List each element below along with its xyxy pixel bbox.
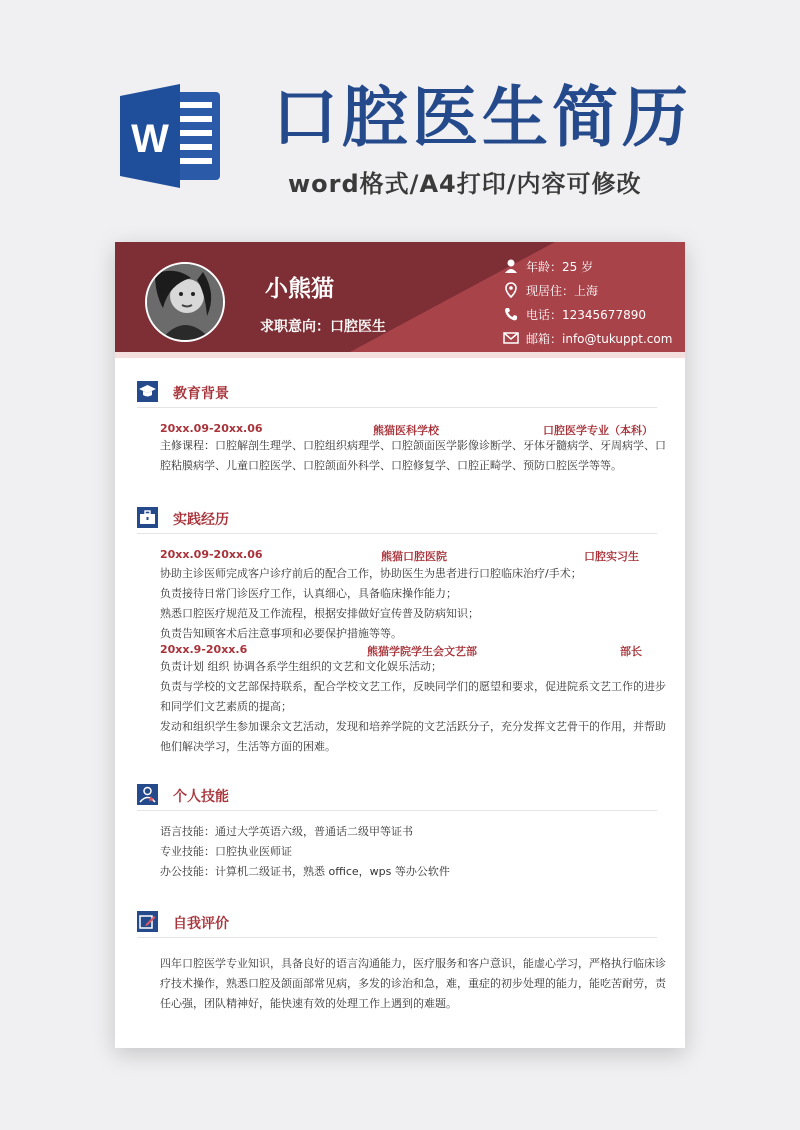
section-skills — [137, 782, 657, 811]
section-education — [137, 379, 657, 408]
info-age: 年龄：25 岁 — [503, 256, 683, 276]
section-title: 教育背景 — [173, 386, 229, 402]
text-line: 熟悉口腔医疗规范及工作流程，根据安排做好宣传普及防病知识； — [160, 607, 479, 620]
phone-icon — [503, 306, 519, 322]
text-line: 发动和组织学生参加课余文艺活动，发现和培养学院的文艺活跃分子，充分发挥文艺骨干的作用，并帮助 — [160, 720, 666, 733]
user-star-icon — [137, 784, 158, 805]
text-line: 负责告知顾客术后注意事项和必要保护措施等等。 — [160, 627, 402, 640]
text-line: 任心强，团队精神好，能快速有效的处理工作上遇到的难题。 — [160, 997, 457, 1010]
text-line: 主修课程：口腔解剖生理学、口腔组织病理学、口腔颌面医学影像诊断学、牙体牙髓病学、牙周病学、口 — [160, 439, 666, 452]
practice-date: 20xx.09-20xx.06 — [160, 548, 263, 561]
text-line: 负责与学校的文艺部保持联系，配合学校文艺工作，反映同学们的愿望和要求，促进院系文艺工作的进步 — [160, 680, 666, 693]
text-line: 负责计划 组织 协调各系学生组织的文艺和文化娱乐活动； — [160, 660, 442, 673]
text-line: 语言技能：通过大学英语六级，普通话二级甲等证书 — [160, 825, 413, 838]
job-intent: 求职意向：口腔医生 — [260, 319, 386, 335]
resume-card — [115, 242, 685, 1048]
text-line: 负责接待日常门诊医疗工作，认真细心，具备临床操作能力； — [160, 587, 457, 600]
page-subtitle: word格式/A4打印/内容可修改 — [288, 170, 642, 198]
svg-text:W: W — [131, 117, 169, 161]
section-practice — [137, 505, 657, 534]
text-line: 疗技术操作，熟悉口腔及颌面部常见病，多发的诊治和急，难，重症的初步处理的能力，能吃苦耐劳，责 — [160, 977, 666, 990]
practice-date: 20xx.9-20xx.6 — [160, 643, 248, 656]
page-title: 口腔医生简历 — [272, 79, 692, 156]
practice-desc — [160, 657, 666, 757]
text-line: 专业技能：口腔执业医师证 — [160, 845, 292, 858]
profile-banner — [115, 242, 685, 352]
text-line: 和同学们文艺素质的提高； — [160, 700, 292, 713]
person-icon — [503, 258, 519, 274]
graduation-cap-icon — [137, 381, 158, 402]
practice-role: 口腔实习生 — [584, 550, 639, 563]
self-eval-desc — [160, 954, 666, 1014]
skills-desc — [160, 822, 650, 882]
practice-role: 部长 — [620, 645, 642, 658]
edit-icon — [137, 911, 158, 932]
practice-row — [160, 548, 640, 564]
education-major: 口腔医学专业（本科） — [543, 424, 653, 437]
section-title: 个人技能 — [173, 789, 229, 805]
mail-icon — [503, 330, 519, 346]
info-phone: 电话：12345677890 — [503, 304, 683, 324]
briefcase-icon — [137, 507, 158, 528]
text-line: 腔粘膜病学、儿童口腔医学、口腔颌面外科学、口腔修复学、口腔正畸学、预防口腔医学等等。 — [160, 459, 622, 472]
text-line: 他们解决学习，生活等方面的困难。 — [160, 740, 336, 753]
info-email: 邮箱：info@tukuppt.com — [503, 328, 683, 348]
location-icon — [503, 282, 519, 298]
text-line: 办公技能：计算机二级证书，熟悉 office，wps 等办公软件 — [160, 865, 450, 878]
education-school: 熊猫医科学校 — [373, 424, 439, 437]
education-date: 20xx.09-20xx.06 — [160, 422, 263, 435]
practice-org: 熊猫口腔医院 — [381, 550, 447, 563]
education-desc — [160, 436, 666, 476]
text-line: 协助主诊医师完成客户诊疗前后的配合工作，协助医生为患者进行口腔临床治疗/手术； — [160, 567, 582, 580]
text-line: 四年口腔医学专业知识，具备良好的语言沟通能力，医疗服务和客户意识，能虚心学习，严格执行临床诊 — [160, 957, 666, 970]
section-self-eval — [137, 909, 657, 938]
section-title: 实践经历 — [173, 512, 229, 528]
candidate-name: 小熊猫 — [265, 276, 334, 302]
word-logo-icon — [120, 82, 224, 190]
section-title: 自我评价 — [173, 916, 229, 932]
practice-desc — [160, 564, 650, 644]
avatar — [145, 262, 225, 342]
practice-org: 熊猫学院学生会文艺部 — [367, 645, 477, 658]
info-location: 现居住：上海 — [503, 280, 683, 300]
